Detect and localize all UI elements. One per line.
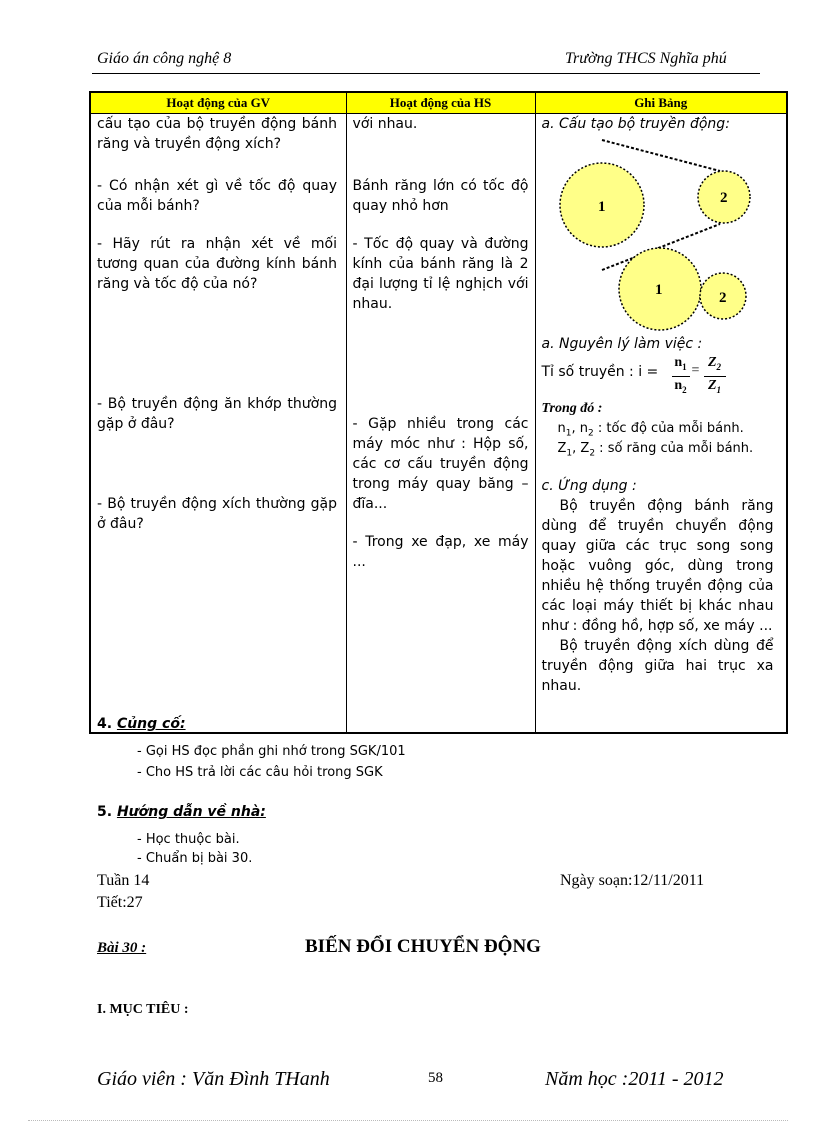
- where-z: $Z_1$, $Z_2$ : số răng của mỗi bánh.: [557, 441, 754, 459]
- gear-2-label: 2: [719, 190, 727, 206]
- fraction-n: $n_1$ $n_2$: [672, 354, 690, 399]
- application-p1: Bộ truyền động bánh răng dùng để truyền chuyển động quay giữa các trục song song hoặc vuông góc, dùng trong nhiều hệ thống truyền động của các loại máy thiết bị khác nhau như : đồng hồ, hợp số, xe máy ...: [541, 498, 774, 634]
- gear-1-label: 1: [597, 199, 605, 215]
- hs-cell: [346, 114, 535, 734]
- hs-text: Bánh răng lớn có tốc độ quay nhỏ hơn: [352, 178, 529, 214]
- header-left: Giáo án công nghệ 8: [97, 50, 232, 67]
- application-p2: Bộ truyền động xích dùng để truyền động giữa hai trục xa nhau.: [541, 638, 774, 694]
- period-label: Tiết:27: [97, 894, 143, 911]
- page-number: 58: [428, 1070, 443, 1086]
- header-right: Trường THCS Nghĩa phú: [565, 50, 727, 67]
- objectives-heading: I. MỤC TIÊU :: [97, 1002, 189, 1017]
- gv-text: - Bộ truyền động xích thường gặp ở đâu?: [97, 496, 337, 532]
- table-body-row: [90, 114, 787, 734]
- homework-heading: 5. Hướng dẫn về nhà:: [97, 804, 266, 820]
- table-header-row: [90, 92, 787, 114]
- header-board: Ghi Bảng: [535, 92, 787, 114]
- page-bottom-border: [28, 1120, 788, 1121]
- hs-text: - Gặp nhiều trong các máy móc như : Hộp số, các cơ cấu truyền động trong máy quay băng – đĩa...: [352, 416, 529, 512]
- hs-text: - Tốc độ quay và đường kính của bánh răng là 2 đại lượng tỉ lệ nghịch với nhau.: [352, 236, 529, 312]
- homework-item: - Học thuộc bài.: [137, 832, 240, 847]
- gv-text: - Hãy rút ra nhận xét về mối tương quan của đường kính bánh răng và tốc độ của nó?: [97, 236, 337, 292]
- mesh-gear-2-label: 2: [718, 290, 726, 306]
- header-divider: [92, 73, 760, 74]
- ratio-formula: Tỉ số truyền : i = $n_1$ $n_2$ = $Z_2$ $Z_1$: [542, 354, 782, 394]
- prep-date: Ngày soạn:12/11/2011: [560, 872, 705, 889]
- footer-teacher: Giáo viên : Văn Đình THanh: [97, 1068, 330, 1090]
- mesh-gear-1-label: 1: [654, 282, 662, 298]
- fraction-z: $Z_2$ $Z_1$: [704, 354, 726, 399]
- gear-mesh-diagram: [619, 248, 746, 330]
- week-label: Tuần 14: [97, 872, 150, 889]
- footer-year: Năm học :2011 - 2012: [545, 1068, 724, 1090]
- gv-text: - Có nhận xét gì về tốc độ quay của mỗi bánh?: [97, 178, 337, 214]
- chain-top: [602, 140, 720, 171]
- homework-item: - Chuẩn bị bài 30.: [137, 851, 253, 866]
- ratio-prefix: Tỉ số truyền : i =: [541, 364, 659, 380]
- structure-title: a. Cấu tạo bộ truyền động:: [541, 116, 730, 132]
- consolidate-item: - Cho HS trả lời các câu hỏi trong SGK: [137, 765, 383, 780]
- principle-title: a. Nguyên lý làm việc :: [541, 336, 703, 352]
- lesson-table: [89, 91, 788, 734]
- gear-diagram: [536, 132, 786, 332]
- gv-text: cấu tạo của bộ truyền động bánh răng và truyền động xích?: [97, 116, 337, 152]
- gv-text: - Bộ truyền động ăn khớp thường gặp ở đâu?: [97, 396, 337, 432]
- consolidate-heading: 4. Củng cố:: [97, 716, 186, 732]
- lesson-title: BIẾN ĐỔI CHUYỂN ĐỘNG: [305, 936, 541, 957]
- header-gv: Hoạt động của GV: [90, 92, 346, 114]
- consolidate-item: - Gọi HS đọc phần ghi nhớ trong SGK/101: [137, 744, 406, 759]
- application-title: c. Ứng dụng :: [541, 478, 637, 494]
- where-n: $n_1$, $n_2$ : tốc độ của mỗi bánh.: [557, 421, 744, 439]
- lesson-label: Bài 30 :: [97, 940, 147, 956]
- hs-text: - Trong xe đạp, xe máy ...: [352, 534, 529, 570]
- board-cell: [535, 114, 787, 734]
- header-hs: Hoạt động của HS: [346, 92, 535, 114]
- hs-text: với nhau.: [352, 116, 418, 132]
- gv-cell: [90, 114, 346, 734]
- where-title: Trong đó :: [541, 401, 603, 416]
